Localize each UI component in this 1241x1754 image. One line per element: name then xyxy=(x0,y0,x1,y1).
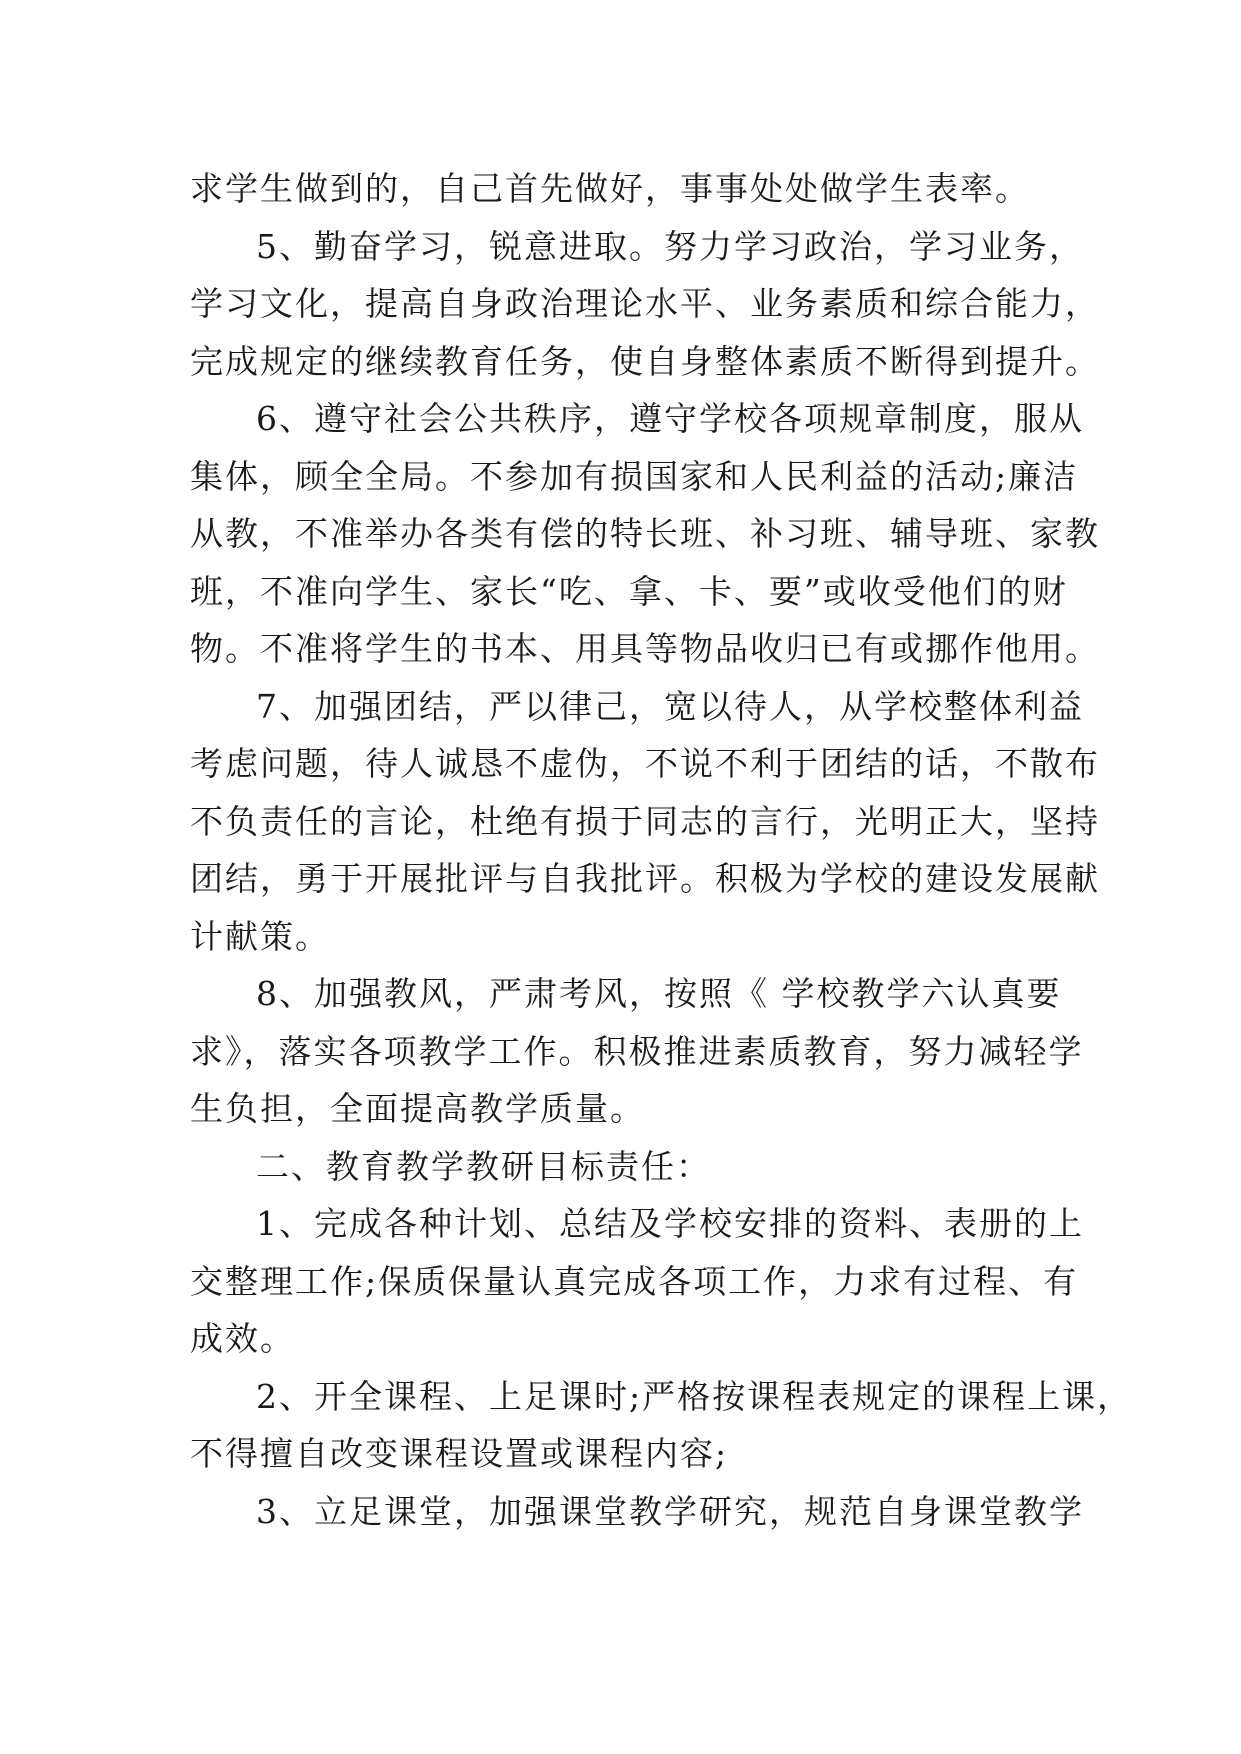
text-line: 8、加强教风，严肃考风，按照《 学校教学六认真要 xyxy=(256,974,1062,1013)
text-line: 完成规定的继续教育任务，使自身整体素质不断得到提升。 xyxy=(190,341,1100,381)
text-line: 不负责任的言论，杜绝有损于同志的言行，光明正大，坚持 xyxy=(190,801,1100,841)
text-line: 2、开全课程、上足课时;严格按课程表规定的课程上课， xyxy=(256,1376,1133,1416)
text-line: 计献策。 xyxy=(190,916,330,956)
text-line: 生负担，全面提高教学质量。 xyxy=(190,1089,645,1128)
text-line: 从教，不准举办各类有偿的特长班、补习班、辅导班、家教 xyxy=(190,514,1100,553)
text-line: 交整理工作;保质保量认真完成各项工作，力求有过程、有 xyxy=(190,1261,1079,1301)
document-body xyxy=(190,160,1133,1540)
text-line: 团结，勇于开展批评与自我批评。积极为学校的建设发展献 xyxy=(190,859,1100,898)
text-line: 1、完成各种计划、总结及学校安排的资料、表册的上 xyxy=(256,1204,1084,1243)
text-line: 物。不准将学生的书本、用具等物品收归已有或挪作他用。 xyxy=(190,629,1100,668)
text-line: 求》，落实各项教学工作。积极推进素质教育，努力减轻学 xyxy=(190,1031,1084,1071)
text-line: 7、加强团结，严以律己，宽以待人，从学校整体利益 xyxy=(256,686,1084,726)
text-line: 集体，顾全全局。不参加有损国家和人民利益的活动;廉洁 xyxy=(190,456,1079,496)
text-line: 考虑问题，待人诚恳不虚伪，不说不利于团结的话，不散布 xyxy=(190,744,1100,783)
text-line: 求学生做到的，自己首先做好，事事处处做学生表率。 xyxy=(190,169,1030,208)
text-line: 5、勤奋学习，锐意进取。努力学习政治，学习业务， xyxy=(256,226,1084,266)
text-line: 不得擅自改变课程设置或课程内容; xyxy=(190,1434,729,1473)
text-line: 学习文化，提高自身政治理论水平、业务素质和综合能力， xyxy=(190,284,1100,323)
text-line: 3、立足课堂，加强课堂教学研究，规范自身课堂教学 xyxy=(256,1491,1084,1531)
text-line: 6、遵守社会公共秩序，遵守学校各项规章制度，服从 xyxy=(256,399,1084,438)
text-line: 二、教育教学教研目标责任： xyxy=(256,1146,711,1186)
text-line: 成效。 xyxy=(190,1319,295,1358)
text-line: 班，不准向学生、家长“吃、拿、卡、要”或收受他们的财 xyxy=(190,571,1068,611)
